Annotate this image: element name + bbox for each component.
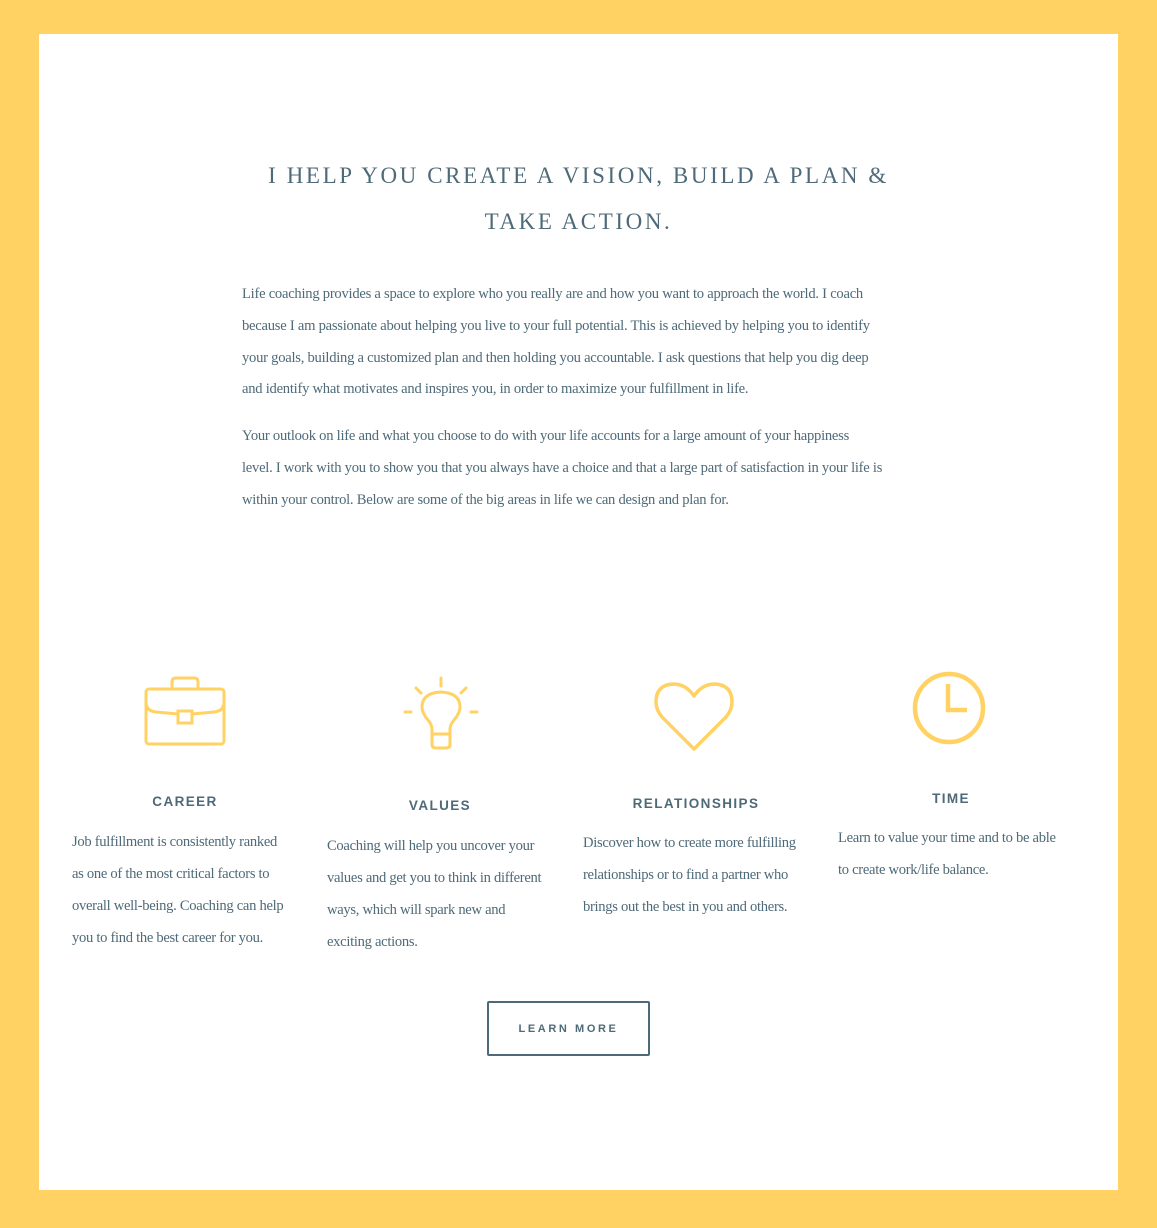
feature-text-line: ways, which will spark new and — [327, 902, 506, 918]
clock-icon — [911, 670, 987, 746]
intro-paragraph-2 — [242, 421, 912, 516]
feature-text-values — [327, 830, 577, 958]
intro-p2-line: within your control. Below are some of the big areas in life we can design and plan for. — [242, 491, 729, 508]
intro-p2-line: Your outlook on life and what you choose to do with your life accounts for a large amount of your happiness — [242, 428, 850, 444]
feature-text-time — [838, 822, 1088, 886]
feature-title-values: VALUES — [408, 798, 472, 813]
feature-text-line: relationships or to find a partner who — [583, 867, 789, 883]
feature-title-career: CAREER — [152, 794, 218, 809]
lightbulb-icon — [403, 676, 479, 752]
feature-text-line: Job fulfillment is consistently ranked — [72, 834, 278, 850]
briefcase-icon — [144, 675, 226, 747]
intro-p2-line: level. I work with you to show you that you always have a choice and that a large part of satisfaction in your life is — [242, 459, 883, 476]
feature-text-line: brings out the best in you and others. — [583, 899, 788, 915]
feature-text-line: you to find the best career for you. — [72, 930, 264, 946]
feature-text-career — [72, 826, 322, 954]
feature-text-line: overall well-being. Coaching can help — [72, 898, 284, 914]
headline-line-2: TAKE ACTION. — [484, 209, 673, 234]
intro-p1-line: Life coaching provides a space to explore who you really are and how you want to approach the world. I coach — [242, 286, 863, 302]
intro-p1-line: because I am passionate about helping you live to your full potential. This is achieved by helping you to identify — [242, 317, 870, 334]
feature-text-line: as one of the most critical factors to — [72, 866, 270, 882]
feature-text-line: Discover how to create more fulfilling — [583, 835, 796, 851]
intro-p1-line: your goals, building a customized plan and then holding you accountable. I ask questions that help you dig deep — [242, 349, 869, 366]
feature-text-line: Coaching will help you uncover your — [327, 838, 535, 854]
feature-text-line: to create work/life balance. — [838, 862, 989, 878]
intro-p1-line: and identify what motivates and inspires you, in order to maximize your fulfillment in life. — [242, 381, 749, 398]
feature-text-relationships — [583, 827, 833, 923]
feature-text-line: Learn to value your time and to be able — [838, 830, 1056, 846]
learn-more-button[interactable]: LEARN MORE — [487, 1001, 650, 1056]
headline-line-1: I HELP YOU CREATE A VISION, BUILD A PLAN & — [268, 163, 889, 188]
feature-title-relationships: RELATIONSHIPS — [632, 796, 760, 811]
heart-icon — [654, 681, 734, 753]
feature-text-line: exciting actions. — [327, 934, 418, 950]
feature-text-line: values and get you to think in different — [327, 870, 542, 886]
feature-title-time: TIME — [932, 791, 970, 806]
intro-paragraph-1 — [242, 279, 912, 406]
